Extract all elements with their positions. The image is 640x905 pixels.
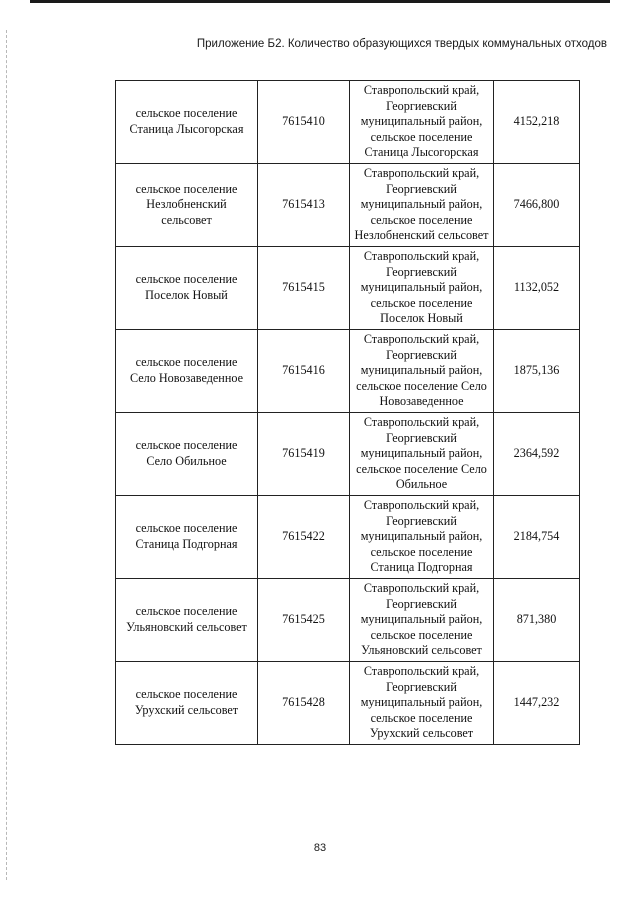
waste-amount-cell: 4152,218 bbox=[494, 81, 580, 164]
settlement-name-cell-line: сельское поселение bbox=[135, 181, 238, 196]
settlement-name-cell-line: сельское поселение bbox=[135, 604, 238, 619]
location-cell bbox=[350, 413, 494, 496]
location-cell-line: Ставропольский край, bbox=[363, 498, 480, 513]
settlement-name-cell-line: Станица Подгорная bbox=[135, 537, 238, 551]
oktmo-code-cell: 7615416 bbox=[258, 330, 350, 413]
location-cell-line: сельское поселение Село bbox=[356, 378, 487, 393]
settlement-name-cell-line: Село Новозаведенное bbox=[129, 371, 244, 385]
location-cell-line: Ставропольский край, bbox=[363, 249, 480, 264]
location-cell-line: муниципальный район, bbox=[360, 695, 483, 710]
oktmo-code-cell: 7615413 bbox=[258, 164, 350, 247]
settlement-name-cell-line: Незлобненский bbox=[146, 197, 227, 212]
location-cell-line: Станица Подгорная bbox=[370, 560, 473, 575]
location-cell-line: Георгиевский bbox=[386, 181, 457, 196]
settlement-name-cell-line: сельское поселение bbox=[135, 355, 238, 370]
oktmo-code-cell: 7615415 bbox=[258, 247, 350, 330]
waste-amount-cell: 1132,052 bbox=[494, 247, 580, 330]
location-cell-line: сельское поселение bbox=[370, 295, 473, 310]
settlement-name-cell bbox=[116, 662, 258, 745]
location-cell-line: сельское поселение bbox=[370, 544, 473, 559]
page-number: 83 bbox=[313, 842, 327, 854]
location-cell-line: Новозаведенное bbox=[379, 394, 464, 409]
settlement-name-cell-line: сельское поселение bbox=[135, 438, 238, 453]
table-row bbox=[116, 247, 580, 330]
location-cell bbox=[350, 81, 494, 164]
location-cell-line: Незлобненский сельсовет bbox=[354, 228, 489, 243]
location-cell-line: Георгиевский bbox=[386, 430, 457, 445]
settlement-name-cell-line: Поселок Новый bbox=[145, 288, 228, 302]
location-cell-line: Георгиевский bbox=[386, 347, 457, 362]
table-row bbox=[116, 579, 580, 662]
table-row bbox=[116, 81, 580, 164]
location-cell-line: Ставропольский край, bbox=[363, 332, 480, 347]
location-cell-line: Обильное bbox=[395, 477, 448, 492]
settlement-name-cell bbox=[116, 496, 258, 579]
settlement-name-cell-line: сельское поселение bbox=[135, 687, 238, 702]
location-cell-line: Ставропольский край, bbox=[363, 415, 480, 430]
location-cell-line: муниципальный район, bbox=[360, 363, 483, 378]
location-cell bbox=[350, 662, 494, 745]
settlement-name-cell-line: Станица Лысогорская bbox=[129, 122, 244, 136]
location-cell bbox=[350, 247, 494, 330]
oktmo-code-cell: 7615425 bbox=[258, 579, 350, 662]
location-cell-line: Георгиевский bbox=[386, 98, 457, 113]
oktmo-code-cell: 7615422 bbox=[258, 496, 350, 579]
location-cell-line: Георгиевский bbox=[386, 264, 457, 279]
settlement-name-cell-line: сельское поселение bbox=[135, 521, 238, 536]
page-header: Приложение Б2. Количество образующихся твердых коммунальных отходов bbox=[196, 38, 607, 50]
settlement-name-cell-line: Урухский сельсовет bbox=[134, 703, 239, 717]
waste-table-body bbox=[116, 81, 580, 745]
location-cell-line: Георгиевский bbox=[386, 679, 457, 694]
waste-amount-cell: 871,380 bbox=[494, 579, 580, 662]
location-cell-line: муниципальный район, bbox=[360, 280, 483, 295]
location-cell-line: муниципальный район, bbox=[360, 114, 483, 129]
location-cell-line: муниципальный район, bbox=[360, 446, 483, 461]
location-cell-line: Урухский сельсовет bbox=[369, 726, 474, 741]
table-row bbox=[116, 330, 580, 413]
location-cell-line: муниципальный район, bbox=[360, 197, 483, 212]
waste-amount-cell: 1875,136 bbox=[494, 330, 580, 413]
location-cell-line: муниципальный район, bbox=[360, 529, 483, 544]
table-row bbox=[116, 496, 580, 579]
settlement-name-cell bbox=[116, 81, 258, 164]
location-cell-line: Ульяновский сельсовет bbox=[361, 643, 482, 658]
waste-amount-cell: 7466,800 bbox=[494, 164, 580, 247]
waste-amount-cell: 1447,232 bbox=[494, 662, 580, 745]
table-row bbox=[116, 662, 580, 745]
location-cell bbox=[350, 330, 494, 413]
location-cell-line: сельское поселение Село bbox=[356, 461, 487, 476]
location-cell-line: Станица Лысогорская bbox=[364, 145, 479, 160]
location-cell bbox=[350, 164, 494, 247]
location-cell-line: сельское поселение bbox=[370, 627, 473, 642]
location-cell-line: сельское поселение bbox=[370, 212, 473, 227]
settlement-name-cell bbox=[116, 247, 258, 330]
settlement-name-cell-line: Село Обильное bbox=[146, 454, 227, 468]
location-cell-line: Ставропольский край, bbox=[363, 83, 480, 98]
settlement-name-cell-line: Ульяновский сельсовет bbox=[126, 620, 247, 634]
settlement-name-cell-line: сельское поселение bbox=[135, 272, 238, 287]
oktmo-code-cell: 7615428 bbox=[258, 662, 350, 745]
settlement-name-cell-line: сельсовет bbox=[161, 212, 212, 227]
waste-amount-cell: 2364,592 bbox=[494, 413, 580, 496]
location-cell-line: Ставропольский край, bbox=[363, 664, 480, 679]
location-cell-line: сельское поселение bbox=[370, 710, 473, 725]
location-cell-line: Ставропольский край, bbox=[363, 166, 480, 181]
oktmo-code-cell: 7615410 bbox=[258, 81, 350, 164]
settlement-name-cell bbox=[116, 579, 258, 662]
settlement-name-cell bbox=[116, 330, 258, 413]
location-cell bbox=[350, 579, 494, 662]
waste-amount-cell: 2184,754 bbox=[494, 496, 580, 579]
table-row bbox=[116, 413, 580, 496]
location-cell-line: сельское поселение bbox=[370, 129, 473, 144]
location-cell-line: Георгиевский bbox=[386, 596, 457, 611]
location-cell-line: Ставропольский край, bbox=[363, 581, 480, 596]
scan-edge-line bbox=[6, 30, 7, 880]
location-cell-line: муниципальный район, bbox=[360, 612, 483, 627]
settlement-name-cell-line: сельское поселение bbox=[135, 106, 238, 121]
location-cell bbox=[350, 496, 494, 579]
table-row bbox=[116, 164, 580, 247]
settlement-name-cell bbox=[116, 164, 258, 247]
top-border-rule bbox=[30, 0, 610, 3]
location-cell-line: Георгиевский bbox=[386, 513, 457, 528]
settlement-name-cell bbox=[116, 413, 258, 496]
location-cell-line: Поселок Новый bbox=[380, 311, 463, 326]
oktmo-code-cell: 7615419 bbox=[258, 413, 350, 496]
waste-table bbox=[115, 80, 580, 745]
